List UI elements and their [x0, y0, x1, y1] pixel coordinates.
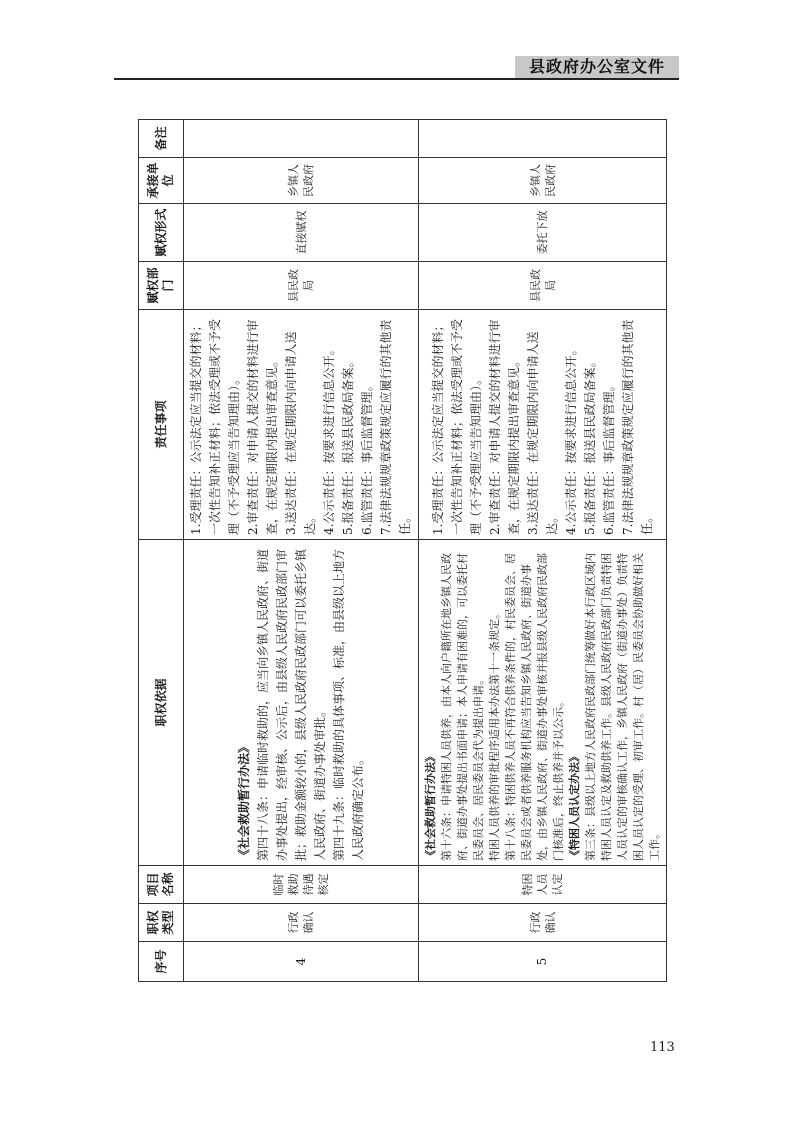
cell-seq: 4: [184, 942, 419, 982]
cell-seq: 5: [419, 942, 667, 982]
cell-type: 行政确认: [419, 904, 667, 942]
cell-basis: [419, 540, 667, 866]
cell-note: [184, 120, 419, 158]
responsibility-item: 1.受理责任：公示法定应当提交的材料；一次性告知补正材料；依法受理或不予受理（不予受理应当告知理由）。: [189, 318, 241, 535]
col-header-resp: 责任事项: [139, 310, 184, 540]
col-header-basis: 职权依据: [139, 540, 184, 866]
responsibility-item: 4.公示责任：按要求进行信息公开。: [322, 343, 336, 535]
col-header-item: 项目名称: [139, 866, 184, 904]
responsibility-item: 3.送达责任：在规定期限内向申请人送达。: [525, 331, 559, 535]
header-rule: [114, 78, 679, 80]
basis-article: 第十六条：申请特困人员供养，由本人向户籍所在地乡镇人民政府、街道办事处提出书面申请；本人申请有困难的，可以委托村民委员会、居民委员会代为提出申请。: [439, 553, 485, 861]
basis-article: 特困人员供养的审批程序适用本办法第十一条规定。: [487, 608, 501, 861]
cell-form: 委托下放: [419, 204, 667, 262]
basis-law-title: 《社会救助暂行办法》: [423, 751, 437, 861]
cell-basis: [184, 540, 419, 866]
cell-dept: 县民政局: [419, 262, 667, 310]
basis-law-title: 《社会救助暂行办法》: [236, 740, 251, 861]
responsibility-item: 3.送达责任：在规定期限内向申请人送达。: [284, 331, 317, 535]
basis-article: 第四十八条：申请临时救助的，应当向乡镇人民政府、街道办事处提出，经审核、公示后，由县级人民政府民政部门审批；救助金额较小的，县级人民政府民政部门可以委托乡镇人民政府、街道办事处审批。: [255, 548, 327, 861]
table-header-row: [139, 120, 184, 982]
cell-note: [419, 120, 667, 158]
powers-table: [138, 119, 667, 982]
responsibility-item: 2.审查责任：对申请人提交的材料进行审查，在规定期限内提出审查意见。: [487, 319, 521, 535]
responsibility-item: 2.审查责任：对申请人提交的材料进行审查，在规定期限内提出审查意见。: [246, 319, 279, 535]
cell-responsibilities: [419, 310, 667, 540]
basis-article: 第十八条：特困供养人员不再符合供养条件的，村民委员会、居民委员会或者供养服务机构应当告知乡镇人民政府、街道办事处，由乡镇人民政府、街道办事处审核并报县级人民政府民政部门核准后，终止供养并予以公示。: [503, 553, 565, 861]
cell-unit: 乡镇人民政府: [184, 158, 419, 204]
responsibility-item: 4.公示责任：按要求进行信息公开。: [563, 343, 578, 535]
cell-item: 特困人员认定: [419, 866, 667, 904]
cell-type: 行政确认: [184, 904, 419, 942]
cell-item: 临时救助待遇核定: [184, 866, 419, 904]
cell-responsibilities: [184, 310, 419, 540]
page-number: 113: [650, 1040, 675, 1055]
col-header-seq: 序号: [139, 942, 184, 982]
col-header-type: 职权类型: [139, 904, 184, 942]
responsibility-item: 5.报备责任：报送县民政局备案。: [341, 355, 355, 535]
col-header-note: 备注: [139, 120, 184, 158]
cell-form: 直接赋权: [184, 204, 419, 262]
rotated-table-frame: [138, 120, 661, 982]
table-row: [419, 120, 667, 982]
basis-article: 第四十九条：临时救助的具体事项、标准，由县级以上地方人民政府确定公布。: [331, 548, 365, 861]
basis-law-title: 《特困人员认定办法》: [567, 751, 581, 861]
responsibility-item: 7.法律法规规章政策规定应履行的其他责任。: [379, 319, 412, 535]
col-header-unit: 承接单位: [139, 158, 184, 204]
document-header-title: 县政府办公室文件: [515, 56, 679, 78]
responsibility-item: 6.监管责任：事后监督管理。: [360, 379, 374, 535]
col-header-dept: 赋权部门: [139, 262, 184, 310]
table-row: [184, 120, 419, 982]
cell-unit: 乡镇人民政府: [419, 158, 667, 204]
powers-table-container: [138, 120, 661, 982]
col-header-form: 赋权形式: [139, 204, 184, 262]
responsibility-item: 1.受理责任：公示法定应当提交的材料；一次性告知补正材料；依法受理或不予受理（不予受理应当告知理由）。: [430, 318, 483, 535]
basis-article: 第三条：县级以上地方人民政府民政部门统筹做好本行政区域内特困人员认定及救助供养工作。县级人民政府民政部门负责特困人员认定的审核确认工作，乡镇人民政府（街道办事处）负责特困人员认定的受理、初审工作。村（居）民委员会协助做好相关工作。: [583, 553, 661, 861]
cell-dept: 县民政局: [184, 262, 419, 310]
responsibility-item: 7.法律法规规章政策规定应履行的其他责任。: [620, 319, 654, 535]
responsibility-item: 6.监管责任：事后监督管理。: [601, 379, 616, 535]
responsibility-item: 5.报备责任：报送县民政局备案。: [582, 355, 597, 535]
